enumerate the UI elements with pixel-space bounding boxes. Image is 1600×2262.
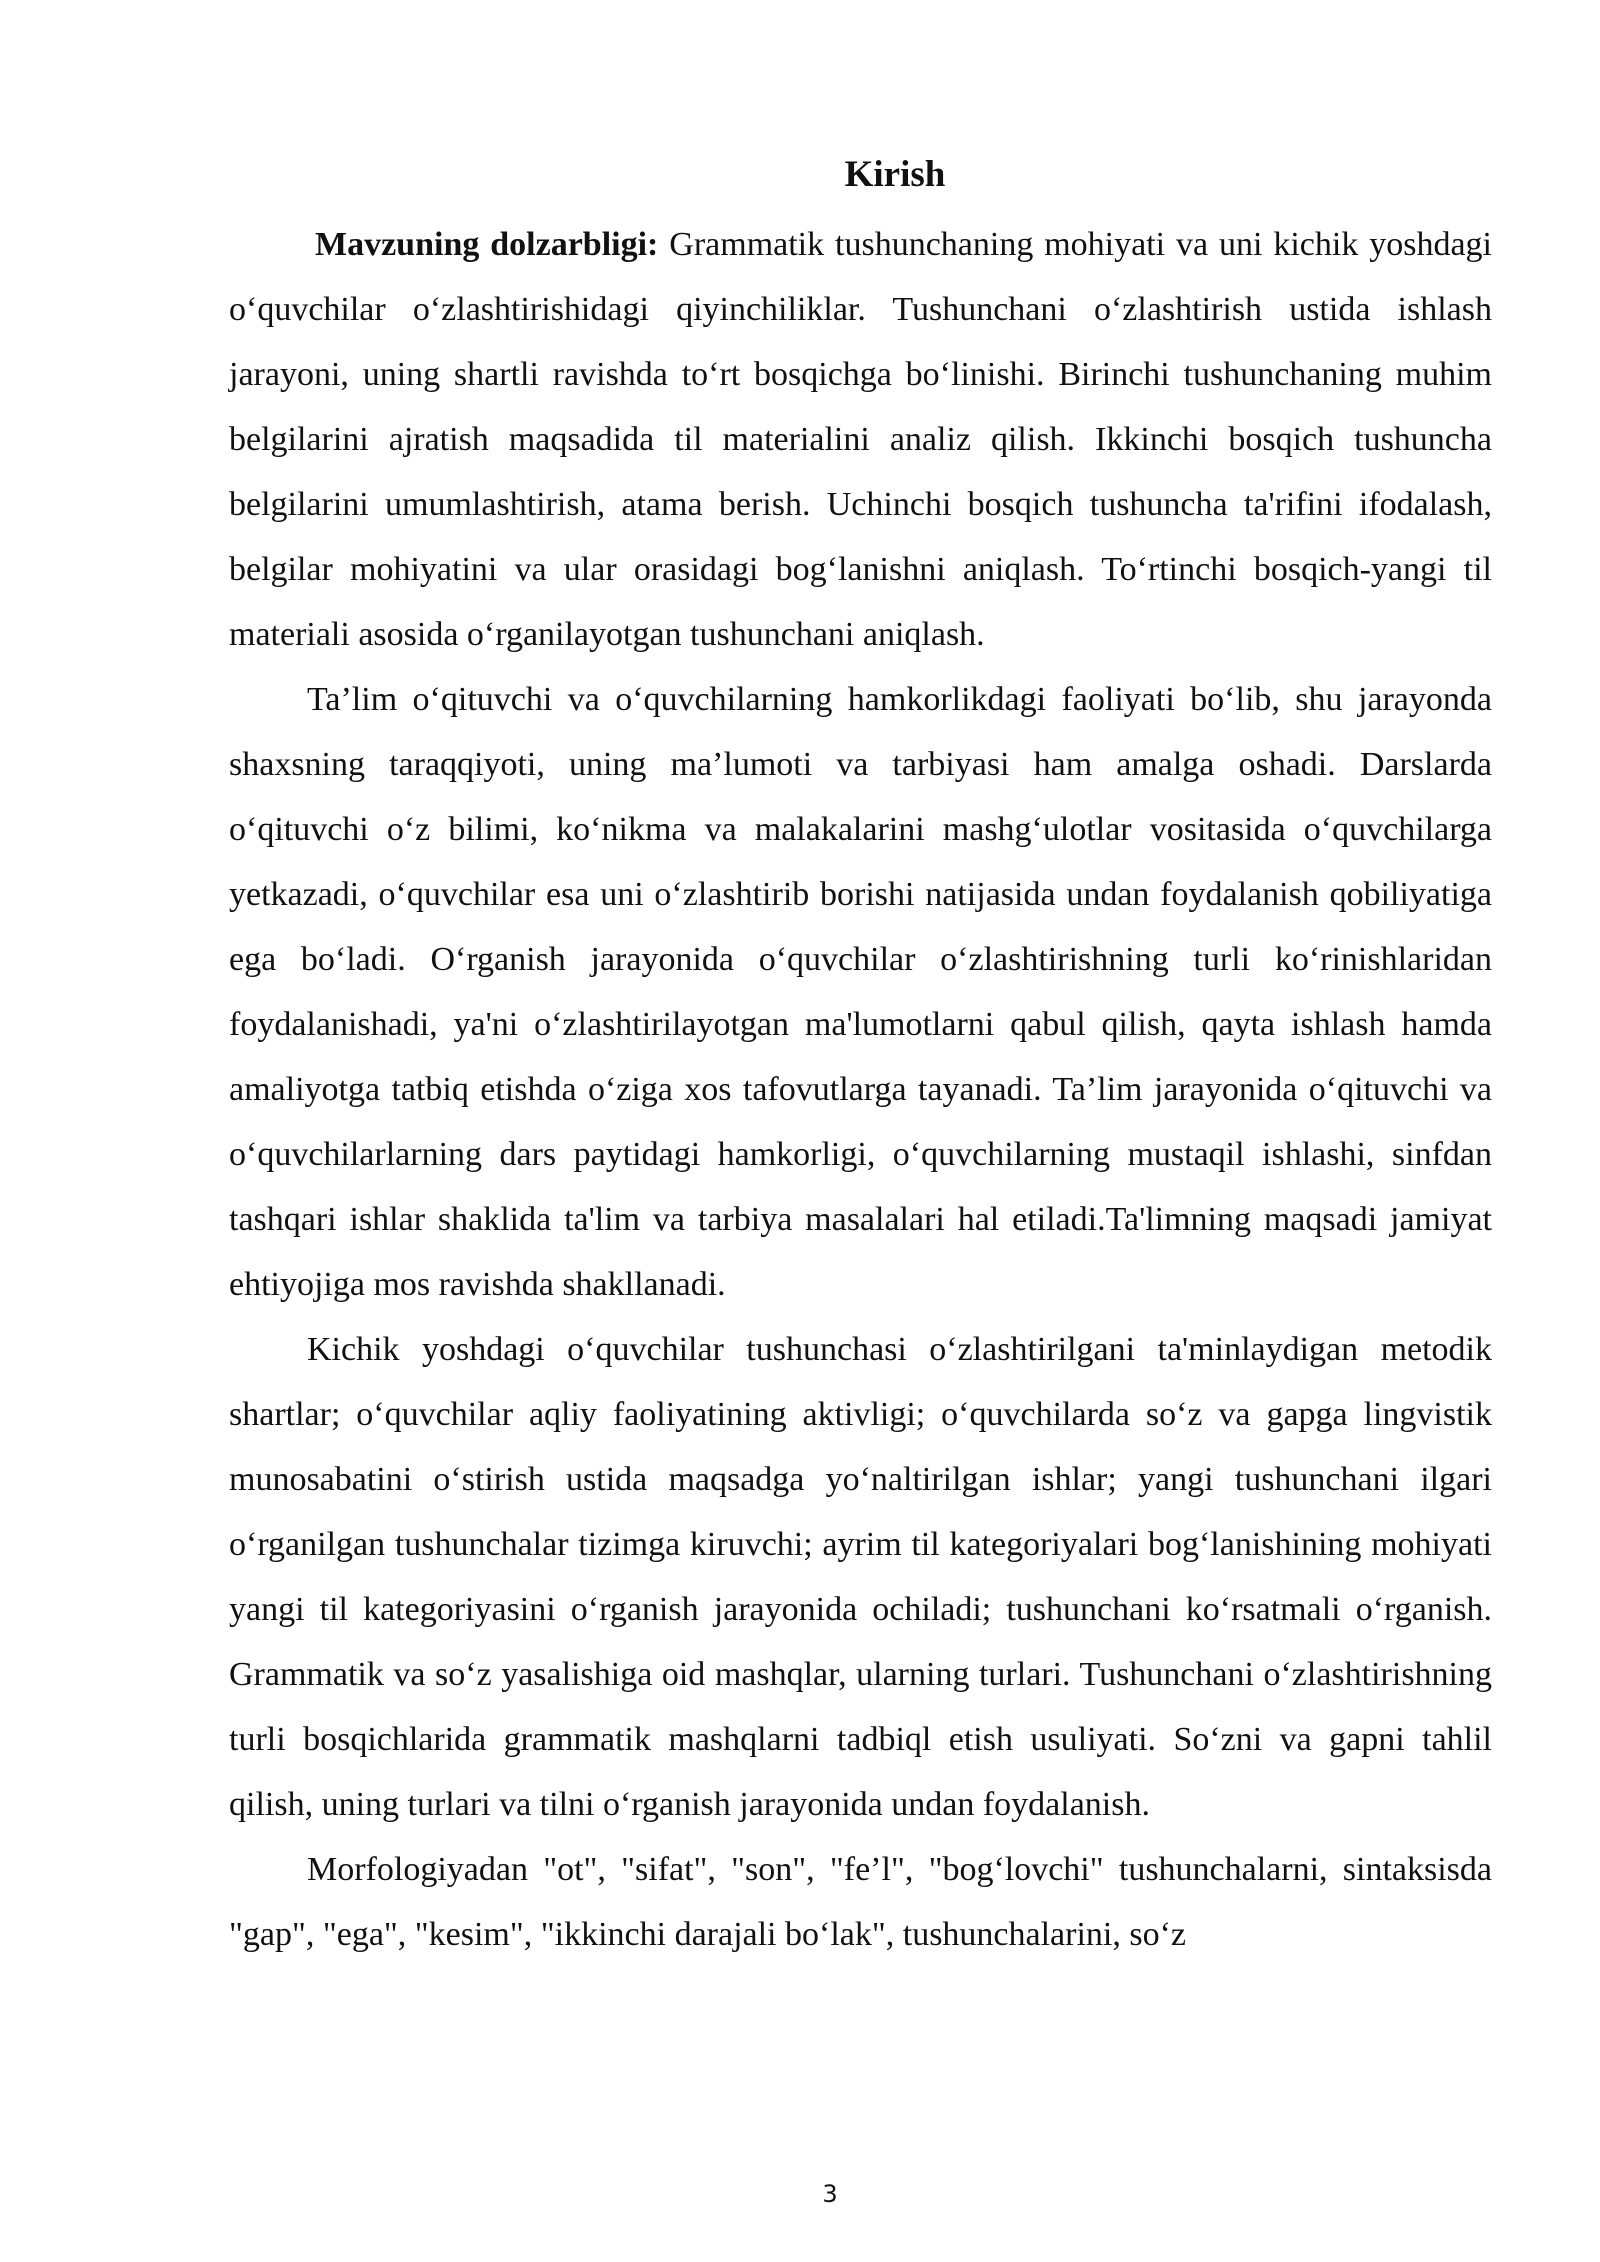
body-text — [229, 212, 1492, 1967]
paragraph-conditions: Kichik yoshdagi o‘quvchilar tushunchasi o‘zlashtirilgani ta'minlaydigan metodik shartlar; o‘quvchilar aqliy faoliyatining aktivligi; o‘quvchilarda so‘z va gapga lingvistik munosabatini o‘stirish ustida maqsadga yo‘naltirilgan ishlar; yangi tushunchani ilgari o‘rganilgan tushunchalar tizimga kiruvchi; ayrim til kategoriyalari bog‘lanishining mohiyati yangi til kategoriyasini o‘rganish jarayonida ochiladi; tushunchani ko‘rsatmali o‘rganish. Grammatik va so‘z yasalishiga oid mashqlar, ularning turlari. Tushunchani o‘zlashtirishning turli bosqichlarida grammatik mashqlarni tadbiql etish usuliyati. So‘zni va gapni tahlil qilish, uning turlari va tilni o‘rganish jarayonida undan foydalanish. — [229, 1331, 1492, 1823]
paragraph-education: Ta’lim o‘qituvchi va o‘quvchilarning hamkorlikdagi faoliyati bo‘lib, shu jarayonda shaxsning taraqqiyoti, uning ma’lumoti va tarbiyasi ham amalga oshadi. Darslarda o‘qituvchi o‘z bilimi, ko‘nikma va malakalarini mashg‘ulotlar vositasida o‘quvchilarga yetkazadi, o‘quvchilar esa uni o‘zlashtirib borishi natijasida undan foydalanish qobiliyatiga ega bo‘ladi. O‘rganish jarayonida o‘quvchilar o‘zlashtirishning turli ko‘rinishlaridan foydalanishadi, ya'ni o‘zlashtirilayotgan ma'lumotlarni qabul qilish, qayta ishlash hamda amaliyotga tatbiq etishda o‘ziga xos tafovutlarga tayanadi. Ta’lim jarayonida o‘qituvchi va o‘quvchilarlarning dars paytidagi hamkorligi, o‘quvchilarning mustaqil ishlashi, sinfdan tashqari ishlar shaklida ta'lim va tarbiya masalalari hal etiladi.Ta'limning maqsadi jamiyat ehtiyojiga mos ravishda shakllanadi. — [229, 681, 1492, 1303]
paragraph-relevance — [229, 212, 1492, 667]
page-number: 3 — [822, 2180, 838, 2208]
paragraph-lead: Mavzuning dolzarbligi: — [315, 226, 659, 263]
paragraph-morphology: Morfologiyadan "ot", "sifat", "son", "fe’l", "bog‘lovchi" tushunchalarni, sintaksisda "gap", "ega", "kesim", "ikkinchi darajali bo‘lak", tushunchalarini, so‘z — [229, 1851, 1492, 1953]
paragraph-text: Grammatik tushunchaning mohiyati va uni kichik yoshdagi o‘quvchilar o‘zlashtirishidagi qiyinchiliklar. Tushunchani o‘zlashtirish ustida ishlash jarayoni, uning shartli ravishda to‘rt bosqichga bo‘linishi. Birinchi tushunchaning muhim belgilarini ajratish maqsadida til materialini analiz qilish. Ikkinchi bosqich tushuncha belgilarini umumlashtirish, atama berish. Uchinchi bosqich tushuncha ta'rifini ifodalash, belgilar mohiyatini va ular orasidagi bog‘lanishni aniqlash. To‘rtinchi bosqich-yangi til materiali asosida o‘rganilayotgan tushunchani aniqlash. — [229, 226, 1492, 653]
section-title: Kirish — [844, 154, 946, 195]
